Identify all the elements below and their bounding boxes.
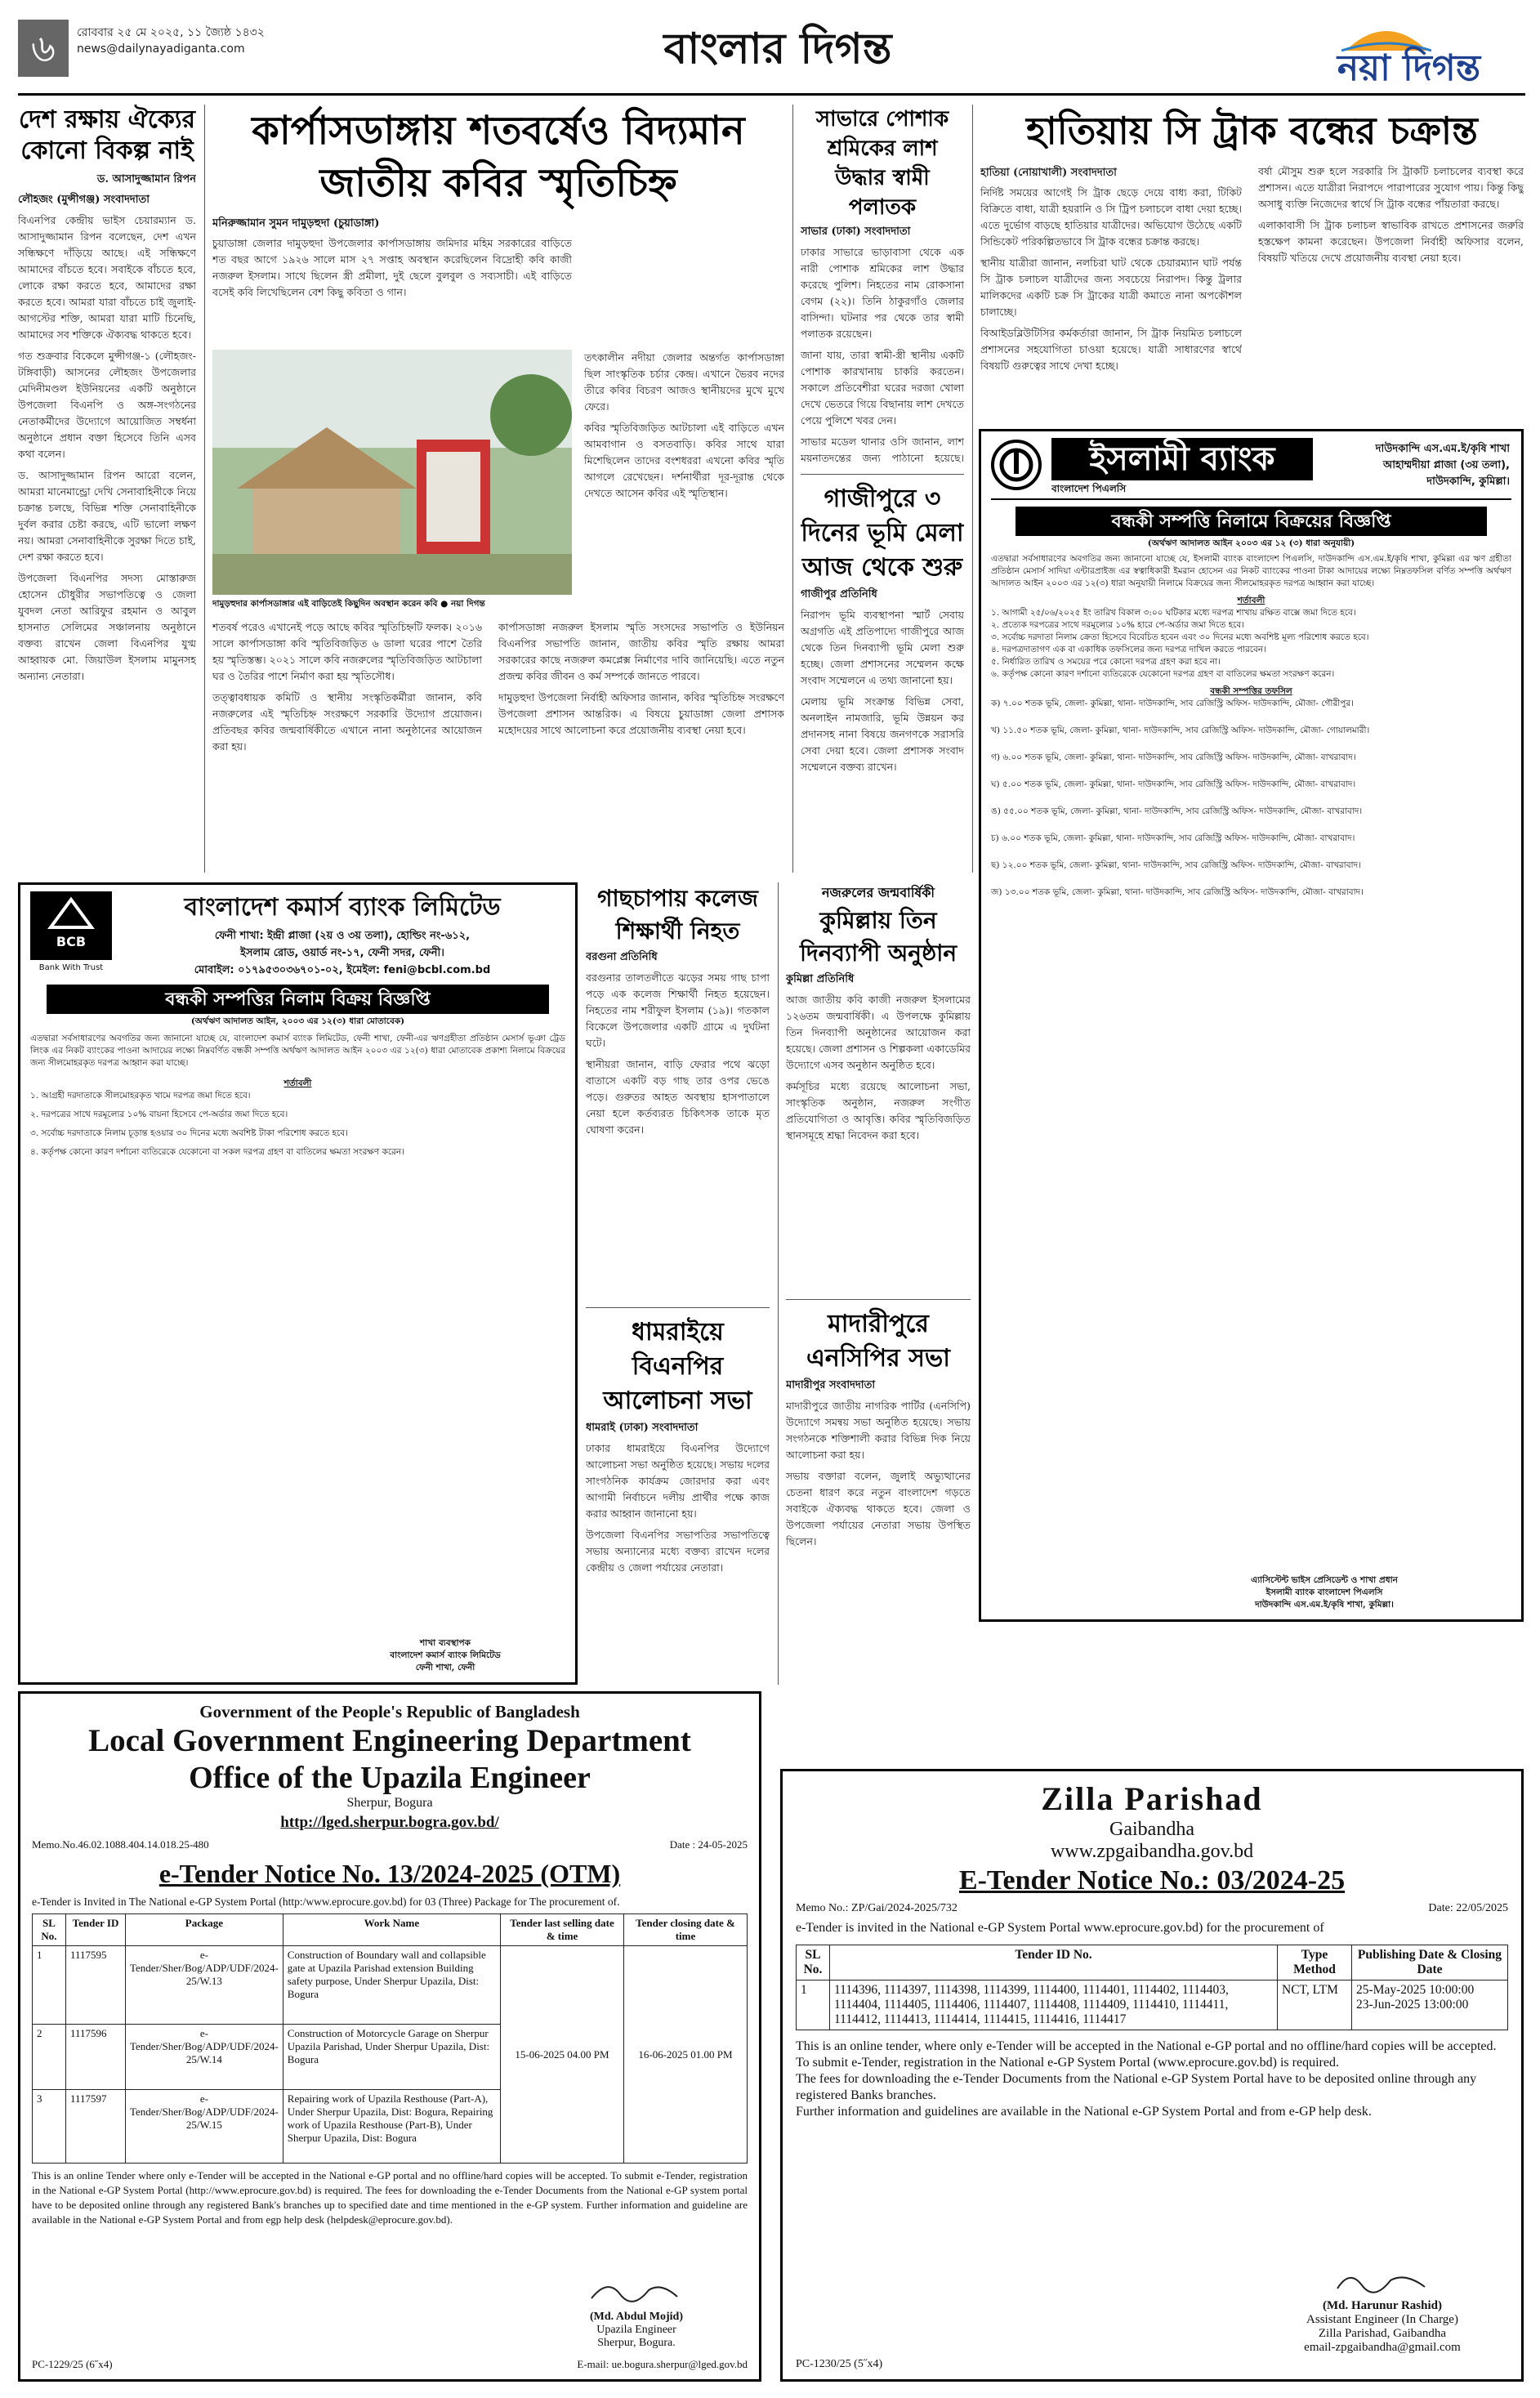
signature-block (1145, 1574, 1504, 1611)
dateline: গাজীপুর প্রতিনিধি (801, 588, 877, 601)
cell-package: e-Tender/Sher/Bog/ADP/UDF/2024-25/W.13 (126, 1946, 283, 2025)
cell-sl: 2 (33, 2025, 66, 2090)
schedule-item: জ) ১৩.০০ শতক ভূমি, জেলা- কুমিল্লা, থানা- দাউদকান্দি, সাব রেজিস্ট্রি অফিস- দাউদকান্দি, মৌজা- বাখরাবাদ। (991, 887, 1364, 897)
closing-date: 23-Jun-2025 13:00:00 (1356, 1998, 1469, 2012)
term: ১. আগামী ২৫/০৬/২০২৫ ইং তারিখ বিকাল ৩:০০ ঘটিকার মধ্যে দরপত্র শাখায় রক্ষিত বাক্সে জমা দিতে হবে। (991, 608, 1356, 618)
tender-footer: This is an online Tender where only e-Tender will be accepted in the National e-GP portal and no offline/hard copies will be accepted. To submit e-Tender, registration in the National e-GP System Portal (http://www.eprocure.gov.bd) is required. The fees for downloading the e-Tender Documents from the National e-GP system portal have to be deposited online through any registered Bank's branches up to specified date and time mentioned in the e-GP system. Further information and guideline are available in the National e-GP System Portal and from egp help desk (helpdesk@eprocure.gov.bd). (32, 2169, 748, 2226)
paragraph: নিরাপদ ভূমি ব্যবস্থাপনা স্মার্ট সেবায় অগ্রগতি এই প্রতিপাদ্যে গাজীপুরে আজ থেকে তিন দিনব্যাপী ভূমি মেলা শুরু হচ্ছে। জেলা প্রশাসনের সম্মেলন কক্ষে সংবাদ সম্মেলনে এ তথ্য জানানো হয়। (801, 609, 964, 686)
intro: e-Tender is Invited in The National e-GP System Portal (http:/www.eprocure.gov.bd) for 03 (Three) Package for The procurement of. (32, 1896, 620, 1908)
signature-block (538, 2274, 734, 2350)
column-header: SL No. (33, 1914, 66, 1946)
footer-line: Further information and guidelines are available in the National e-GP System Portal and from e-GP help desk. (796, 2105, 1372, 2119)
table-row (797, 1980, 1508, 2030)
cell-tender-ids: 1114396, 1114397, 1114398, 1114399, 1114400, 1114401, 1114402, 1114403, 1114404, 1114405, 1114406, 1114407, 1114408, 1114409, 1114410, 1114411, 1114412, 1114413, 1114414, 1114415, 1114416, 1114417 (830, 1980, 1278, 2030)
paragraph: এলাকাবাসী সি ট্রাক চলাচল স্বাভাবিক রাখতে প্রশাসনের জরুরি হস্তক্ষেপ কামনা করেছেন। উপজেলা নির্বাহী অফিসার বলেন, বিষয়টি খতিয়ে দেখে প্রয়োজনীয় ব্যবস্থা নেয়া হবে। (1258, 219, 1524, 264)
headline: ধামরাইয়ে বিএনপির আলোচনা সভা (603, 1318, 752, 1415)
sign-line: ইসলামী ব্যাংক বাংলাদেশ পিএলসি (1265, 1588, 1383, 1597)
story-hatiya (980, 105, 1524, 423)
section-title: বাংলার দিগন্ত (663, 24, 892, 74)
page-number: ৬ (31, 26, 56, 70)
dept-name: Local Government Engineering Department (88, 1723, 691, 1758)
schedule-item: খ) ১১.৫০ শতক ভূমি, জেলা- কুমিল্লা, থানা- দাউদকান্দি, সাব রেজিস্ট্রি অফিস- দাউদকান্দি, মৌজা- গোয়ালমারী। (991, 726, 1370, 735)
intro: e-Tender is invited in the National e-GP System Portal www.eprocure.gov.bd) for the procurement of (796, 1921, 1324, 1935)
column-header: Publishing Date & Closing Date (1352, 1945, 1508, 1980)
terms-list (991, 607, 1511, 681)
cell-sl: 1 (33, 1946, 66, 2025)
branch-line: দাউদকান্দি এস.এম.ই/কৃষি শাখা (1375, 443, 1510, 455)
paragraph: সভায় বক্তারা বলেন, জুলাই অভ্যুত্থানের চেতনা ধারণ করে নতুন বাংলাদেশ গড়তে সবাইকে ঐক্যবদ্ধ থাকতে হবে। জেলা ও উপজেলা পর্যায়ের নেতারা সভায় উপস্থিত ছিলেন। (786, 1470, 971, 1547)
signer-line: (Md. Abdul Mojid) (590, 2311, 683, 2323)
islami-logo (991, 440, 1042, 490)
term: ৪. দরপত্রদাতাগণ এক বা একাধিক তফসিলের জন্য দরপত্র দাখিল করতে পারবেন। (991, 645, 1266, 654)
tender-zilla-parishad (780, 1769, 1524, 2382)
term: ২. দরপত্রের সাথে দরমূল্যের ১০% বায়না হিসেবে পে-অর্ডার জমা দিতে হবে। (30, 1110, 288, 1119)
place: Sherpur, Bogura (346, 1796, 433, 1810)
term: ১. আগ্রহী দরদাতাকে সীলমোহরকৃত খামে দরপত্র জমা দিতে হবে। (30, 1091, 251, 1101)
story-body (786, 1398, 971, 1550)
memo-no: Memo No.: ZP/Gai/2024-2025/732 (796, 1902, 957, 1914)
column-header: Tender ID (66, 1914, 126, 1946)
term: ৪. কর্তৃপক্ষ কোনো কারণ দর্শানো ব্যতিরেকে যেকোনো বা সকল দরপত্র গ্রহণ বা বাতিলের ক্ষমতা সংরক্ষণ করেন। (30, 1147, 404, 1157)
paragraph: বরগুনার তালতলীতে ঝড়ের সময় গাছ চাপা পড়ে এক কলেজ শিক্ষার্থী নিহত হয়েছেন। নিহতের নাম শরীফুল ইসলাম (১৯)। গতকাল বিকেলে উপজেলার একটি গ্রামে এ দুর্ঘটনা ঘটে। (586, 971, 770, 1049)
bcb-short: BCB (56, 934, 87, 949)
tender-lged (18, 1691, 761, 2382)
headline: মাদারীপুরে এনসিপির সভা (806, 1310, 950, 1373)
notice-title: বন্ধকী সম্পত্তি নিলামে বিক্রয়ের বিজ্ঞপ্তি (1016, 507, 1487, 536)
headline: গাজীপুরে ৩ দিনের ভূমি মেলা আজ থেকে শুরু (801, 485, 964, 582)
column-header: Type Method (1278, 1945, 1352, 1980)
paragraph: বর্ষা মৌসুম শুরু হলে সরকারি সি ট্রাকটি চলাচলের ব্যবস্থা করে প্রশাসন। এতে যাত্রীরা নিরাপদে পারাপারের সুযোগ পায়। কিন্তু কিছু অসাধু ব্যক্তি নিজেদের স্বার্থে সি ট্রাক বন্ধের পাঁয়তারা করছে। (1258, 165, 1524, 210)
story-body-2 (212, 619, 482, 873)
signer-line: Assistant Engineer (In Charge) (1306, 2313, 1458, 2326)
table-row (33, 1946, 748, 2025)
story-body (801, 244, 964, 464)
paragraph: নির্দিষ্ট সময়ের আগেই সি ট্রাক ছেড়ে দেয়ে বাধ্য করা, টিকিট বিক্রিতে বাধা, যাত্রী হয়রানি ও সি ট্রিপ চলাচলে বাধা দেয়া হচ্ছে। এতে দুর্ভোগ বাড়ছে হাতিয়ার যাত্রীদের। অভিযোগ উঠেছে একটি সিন্ডিকেট পরিকল্পিতভাবে সি ট্রাক বন্ধের চক্রান্ত করছে। (980, 186, 1242, 248)
memo-no: Memo.No.46.02.1088.404.14.018.25-480 (32, 1838, 209, 1851)
ad-bcb (18, 882, 578, 1685)
tender-footer (796, 2039, 1508, 2120)
story-body-4 (584, 350, 784, 595)
schedule-item: ঙ) ৫৫.০০ শতক ভূমি, জেলা- কুমিল্লা, থানা- দাউদকান্দি, সাব রেজিস্ট্রি অফিস- দাউদকান্দি, মৌজা- বাখরাবাদ। (991, 806, 1363, 816)
story-body (18, 212, 196, 685)
paragraph: ঢাকার সাভারে ভাড়াবাসা থেকে এক নারী পোশাক শ্রমিকের লাশ উদ্ধার করেছে পুলিশ। নিহতের নাম রোকসানা বেগম (২২)। তিনি ঠাকুরগাঁও জেলার বাসিন্দা। ঘটনার পর থেকে তার স্বামী পলাতক রয়েছেন। (801, 246, 964, 340)
contact-email[interactable]: E-mail: ue.bogura.sherpur@lged.gov.bd (577, 2358, 748, 2370)
paragraph: চুয়াডাঙ্গা জেলার দামুড়হুদা উপজেলার কার্পাসডাঙ্গায় জমিদার মহিম সরকারের বাড়িতে শত বছর আগে ১৯২৬ সালে মাস ২৭ সপ্তাহ অবস্থান করেছিলেন বিদ্রোহী কবি কাজী নজরুল ইসলাম। সাথে ছিলেন স্ত্রী প্রমীলা, দুই ছেলে বুলবুল ও সব্যসাচী। এই বাড়িতে বসেই কবি লিখেছিলেন বেশ কিছু কবিতা ও গান। (212, 237, 572, 298)
notice-body: এতদ্বারা সর্বসাধারণের অবগতির জন্য জানানো যাচ্ছে যে, বাংলাদেশ কমার্স ব্যাংক লিমিটেড, ফেনী শাখা, ফেনী-এর ঋণগ্রহীতা প্রতিষ্ঠান মেসার্স ভূঞা ট্রেড লিংক এর নিকট ব্যাংকের পাওনা আদায়ের লক্ষ্যে নিম্নবর্ণিত বন্ধকী সম্পত্তি অর্থঋণ আদালত আইন ২০০৩ এর ১২(৩) ধারা মোতাবেক প্রকাশ্য নিলামে বিক্রয়ের জন্য সীলমোহরকৃত দরপত্র আহ্বান করা যাচ্ছে। (30, 1034, 565, 1068)
page-number-box (18, 20, 69, 77)
story-body (212, 235, 572, 348)
paragraph: কর্মসূচির মধ্যে রয়েছে আলোচনা সভা, সাংস্কৃতিক অনুষ্ঠান, নজরুল সংগীত প্রতিযোগিতা ও আবৃত্তি। কবির স্মৃতিবিজড়িত স্থানসমূহে শ্রদ্ধা নিবেদন করা হবে। (786, 1080, 971, 1141)
logo-text: নয়া দিগন্ত (1337, 47, 1481, 85)
dateline: ধামরাই (ঢাকা) সংবাদদাতা (586, 1422, 699, 1434)
branch-line: ফেনী শাখা: ইন্দ্রী প্লাজা (২য় ও ৩য় তলা), হোল্ডিং নং-৬১২, (214, 930, 471, 942)
branch-address (122, 927, 563, 979)
paragraph: উপজেলা বিএনপির সভাপতির সভাপতিত্বে সভায় অন্যান্যের মধ্যে বক্তব্য রাখেন দলের কেন্দ্রীয় ও জেলা পর্যায়ের নেতারা। (586, 1529, 770, 1574)
paragraph: দামুড়হুদা উপজেলা নির্বাহী অফিসার জানান, কবির স্মৃতিচিহ্ন সংরক্ষণে উপজেলা প্রশাসন আন্তরিক। এ বিষয়ে চুয়াডাঙ্গা জেলা প্রশাসক মহোদয়ের সাথে আলোচনা করে প্রয়োজনীয় ব্যবস্থা নেয়া হবে। (498, 691, 784, 736)
paragraph: কবির স্মৃতিবিজড়িত আটচালা এই বাড়িতে এখন আমবাগান ও বসতবাড়ি। কবির সাথে যারা মিশেছিলেন তাদের বংশধররা এখনো কবির স্মৃতি আগলে রেখেছেন। দর্শনার্থীরা দূর-দূরান্ত থেকে দেখতে আসেন কবির এই স্মৃতিস্থান। (584, 422, 784, 499)
story-dhamrai (586, 1315, 770, 1685)
story-body (801, 607, 964, 775)
site-email[interactable]: news@dailynayadiganta.com (77, 42, 245, 56)
column-header: SL No. (797, 1945, 830, 1980)
cell-tender-id: 1117597 (66, 2090, 126, 2164)
dateline: কুমিল্লা প্রতিনিধি (786, 973, 855, 985)
notice-title: e-Tender Notice No. 13/2024-2025 (OTM) (158, 1859, 621, 1888)
cell-selling-date: 15-06-2025 04.00 PM (501, 1946, 624, 2164)
nazrul-memorial-photo-icon (212, 350, 572, 595)
story-savar (801, 105, 964, 464)
signature-block (331, 1637, 560, 1674)
publishing-date: 25-May-2025 10:00:00 (1356, 1983, 1475, 1997)
office-name: Office of the Upazila Engineer (189, 1761, 591, 1795)
cell-sl: 3 (33, 2090, 66, 2164)
story-gazipur (801, 482, 964, 873)
story-body (586, 1440, 770, 1576)
byline: মনিরুজ্জামান সুমন দামুড়হুদা (চুয়াডাঙ্গা) (212, 217, 380, 230)
schedule-item: ক) ৭.০০ শতক ভূমি, জেলা- কুমিল্লা, থানা- দাউদকান্দি, সাব রেজিস্ট্রি অফিস- দাউদকান্দি, মৌজা- গৌরীপুর। (991, 699, 1354, 708)
cell-package: e-Tender/Sher/Bog/ADP/UDF/2024-25/W.14 (126, 2025, 283, 2090)
terms-heading: শর্তাবলী (1237, 596, 1265, 605)
memo-date: Date : 24-05-2025 (669, 1838, 748, 1851)
bank-emblem-icon (994, 443, 1038, 487)
story-madaripur (786, 1307, 971, 1685)
schedule-item: ঘ) ৫.০০ শতক ভূমি, জেলা- কুমিল্লা, থানা- দাউদকান্দি, সাব রেজিস্ট্রি অফিস- দাউদকান্দি, মৌজা- বাখরাবাদ। (991, 779, 1356, 789)
column-header: Work Name (283, 1914, 500, 1946)
zilla-url[interactable]: www.zpgaibandha.gov.bd (1050, 1841, 1254, 1862)
paragraph: গত শুক্রবার বিকেলে মুন্সীগঞ্জ-১ (লৌহজং-টঙ্গিবাড়ী) আসনের লৌহজং উপজেলার মেদিনীমণ্ডল ইউনিয়নের একটি অনুষ্ঠানে উপজেলা বিএনপি ও অঙ্গ-সংগঠনের নেতাকর্মীদের উদ্যোগে আয়োজিত সম্বর্ধনা অনুষ্ঠানে প্রধান বক্তা হিসেবে তিনি এসব কথা বলেন। (18, 350, 196, 460)
term: ৫. নির্ধারিত তারিখ ও সময়ের পরে কোনো দরপত্র গ্রহণ করা হবে না। (991, 657, 1221, 667)
story-defense (18, 105, 196, 873)
bcb-tag: Bank With Trust (38, 963, 104, 972)
headline: কার্পাসডাঙ্গায় শতবর্ষেও বিদ্যমান জাতীয় কবির স্মৃতিচিহ্ন (252, 108, 745, 206)
cell-sl: 1 (797, 1980, 830, 2030)
paragraph: ঢাকার ধামরাইয়ে বিএনপির উদ্যোগে আলোচনা সভা অনুষ্ঠিত হয়েছে। সভায় দলের সাংগঠনিক কার্যক্রম জোরদার করা এবং আগামী নির্বাচনে দলীয় প্রার্থীর পক্ষে কাজ করার আহ্বান জানানো হয়। (586, 1442, 770, 1520)
pc-number: PC-1230/25 (5˝x4) (796, 2358, 883, 2370)
paragraph: বিএনপির কেন্দ্রীয় ভাইস চেয়ারম্যান ড. আসাদুজ্জামান রিপন বলেছেন, দেশ এখন সন্ধিক্ষণে দাঁড়িয়ে আছে। এই সন্ধিক্ষণে আমাদের বাঁচতে হবে। সবাইকে বাঁচতে হবে, লোকে রক্ষা করতে হবে, আমাদের রক্ষা করতে হবে। আমরা যারা বাঁচতে চাই জুলাই-আগস্টের শক্তি, আমরা যারা মাটি চিনেছি, আমাদের সব শক্তিকে ঐক্যবদ্ধ থাকতে হবে। (18, 214, 196, 341)
bcb-emblem-icon (47, 896, 96, 931)
signature-icon (587, 2274, 685, 2306)
signature-icon (1333, 2266, 1431, 2295)
sign-line: দাউদকান্দি এস.এম.ই/কৃষি শাখা, কুমিল্লা। (1255, 1600, 1394, 1610)
footer-line: To submit e-Tender, registration in the National e-GP System Portal (www.eprocure.gov.bd) is required. (796, 2056, 1339, 2070)
dateline: হাতিয়া (নোয়াখালী) সংবাদদাতা (980, 167, 1117, 179)
story-photo (212, 350, 572, 595)
paragraph: সাভার মডেল থানার ওসি জানান, লাশ ময়নাতদন্তের জন্য পাঠানো হয়েছে। (801, 435, 964, 464)
dateline: বরগুনা প্রতিনিধি (586, 951, 658, 963)
bank-name: ইসলামী ব্যাংক (1051, 438, 1313, 480)
table-header (797, 1945, 1508, 1980)
photo-caption: দামুড়হুদার কার্পাসডাঙ্গার এই বাড়িতেই কিছুদিন অবস্থান করেন কবি ● নয়া দিগন্ত (212, 599, 485, 609)
paragraph: তত্ত্বাবধায়ক কমিটি ও স্থানীয় সংস্কৃতিকর্মীরা জানান, কবি নজরুলের এই স্মৃতিচিহ্ন সংরক্ষণে সরকারি উদ্যোগ প্রয়োজন। প্রতিবছর কবির জন্মবার্ষিকীতে এখানে নানা অনুষ্ঠানের আয়োজন করা হয়। (212, 691, 482, 752)
masthead (18, 15, 1525, 96)
brand-logo (1292, 20, 1525, 85)
table-header (33, 1914, 748, 1946)
gov-line: Government of the People's Republic of Bangladesh (199, 1702, 580, 1721)
headline: কুমিল্লায় তিন দিনব্যাপী অনুষ্ঠান (799, 907, 957, 967)
schedule-item: গ) ৬.০০ শতক ভূমি, জেলা- কুমিল্লা, থানা- দাউদকান্দি, সাব রেজিস্ট্রি অফিস- দাউদকান্দি, মৌজা- বাখরাবাদ। (991, 752, 1356, 762)
cell-work-name: Construction of Motorcycle Garage on Sherpur Upazila Parishad, Under Sherpur Upazila, Dist: Bogura (283, 2025, 500, 2090)
signature-block (1260, 2266, 1505, 2355)
bcb-logo (30, 891, 112, 960)
pc-number: PC-1229/25 (6˝x4) (32, 2358, 113, 2370)
term: ২. প্রত্যেক দরপত্রের সাথে দরমূল্যের ১০% হারে পে-অর্ডার জমা দিতে হবে। (991, 620, 1244, 630)
signer-line: Sherpur, Bogura. (597, 2337, 676, 2349)
story-body (786, 992, 971, 1144)
paragraph: তৎকালীন নদীয়া জেলার অন্তর্গত কার্পাসডাঙ্গা ছিল সাংস্কৃতিক চর্চার কেন্দ্র। এখানে ভৈরব নদের তীরে কবির বিচরণ আজও স্থানীয়দের মুখে মুখে ফেরে। (584, 351, 784, 413)
office-url[interactable]: http://lged.sherpur.bogra.gov.bd/ (280, 1814, 499, 1831)
cell-package: e-Tender/Sher/Bog/ADP/UDF/2024-25/W.15 (126, 2090, 283, 2164)
signer-line: (Md. Harunur Rashid) (1322, 2299, 1442, 2312)
sign-line: ফেনী শাখা, ফেনী (415, 1663, 475, 1672)
story-nazrul (212, 105, 784, 873)
headline: গাছচাপায় কলেজ শিক্ষার্থী নিহত (597, 885, 758, 944)
act-line: (অর্থঋণ আদালত আইন, ২০০৩ এর ১২(৩) ধারা মোতাবেক) (190, 1016, 405, 1026)
branch-line: দাউদকান্দি, কুমিল্লা। (1426, 476, 1510, 488)
cell-dates (1352, 1980, 1508, 2030)
cell-method: NCT, LTM (1278, 1980, 1352, 2030)
sign-line: এ্যাসিস্টেন্ট ভাইস প্রেসিডেন্ট ও শাখা প্রধান (1251, 1575, 1398, 1585)
cell-closing-date: 16-06-2025 01.00 PM (624, 1946, 748, 2164)
paragraph: বিআইডব্লিউটিসির কর্মকর্তারা জানান, সি ট্রাক নিয়মিত চলাচলে প্রশাসনের সহযোগিতা চাওয়া হয়েছে। যাত্রী সাধারণের স্বার্থে বিষয়টি গুরুত্বের সাথে দেখা হচ্ছে। (980, 327, 1242, 372)
story-body-2 (1258, 163, 1524, 423)
story-body (586, 970, 770, 1138)
bank-sub: বাংলাদেশ পিএলসি (1051, 483, 1127, 494)
paragraph: ড. আসাদুজ্জামান রিপন আরো বলেন, আমরা মানেমান্ড্রো দেখি সেনাবাহিনীকে নিয়ে চক্রান্ত চলছে, বিভিন্ন শক্তি সেনাবাহিনীকে দুর্বল করার চেষ্টা করছে, এটি ভালো লক্ষণ নয়। আমরা সেনাবাহিনীকে সুরক্ষা দিতে চাই, দেশ রক্ষা করতে হবে। (18, 469, 196, 563)
kicker: নজরুলের জন্মবার্ষিকী (821, 885, 935, 900)
footer-line: The fees for downloading the e-Tender Documents from the National e-GP System Portal have to be deposited online through any registered Banks branches. (796, 2072, 1477, 2102)
term: ৩. সর্বোচ্চ দরদাতা নিলাম ক্রেতা হিসেবে বিবেচিত হবেন এবং ৩০ দিনের মধ্যে অবশিষ্ট মূল্য পরিশোধ করতে হবে। (991, 632, 1369, 642)
headline: দেশ রক্ষায় ঐক্যের কোনো বিকল্প নাই (18, 105, 196, 165)
branch-address (1326, 441, 1510, 490)
schedule-item: ছ) ১২.০০ শতক ভূমি, জেলা- কুমিল্লা, থানা- দাউদকান্দি, সাব রেজিস্ট্রি অফিস- দাউদকান্দি, মৌজা- বাখরাবাদ। (991, 860, 1361, 870)
cell-tender-id: 1117595 (66, 1946, 126, 2025)
sign-line: শাখা ব্যবস্থাপক (419, 1638, 471, 1648)
schedule-heading: বন্ধকী সম্পত্তির তফসিল (1210, 686, 1292, 696)
headline: সাভারে পোশাক শ্রমিকের লাশ উদ্ধার স্বামী পলাতক (815, 107, 949, 220)
sign-line: বাংলাদেশ কমার্স ব্যাংক লিমিটেড (390, 1650, 501, 1660)
author: ড. আসাদুজ্জামান রিপন (96, 173, 196, 185)
dateline: লৌহজং (মুন্সীগঞ্জ) সংবাদদাতা (18, 194, 150, 206)
dateline: মাদারীপুর সংবাদদাতা (786, 1379, 876, 1391)
paragraph: আজ জাতীয় কবি কাজী নজরুল ইসলামের ১২৬তম জন্মবার্ষিকী। এ উপলক্ষে কুমিল্লায় তিন দিনব্যাপী অনুষ্ঠানের আয়োজন করা হয়েছে। জেলা প্রশাসন ও শিল্পকলা একাডেমির উদ্যোগে এসব অনুষ্ঠান অনুষ্ঠিত হবে। (786, 994, 971, 1071)
paragraph: জানা যায়, তারা স্বামী-স্ত্রী স্থানীয় একটি পোশাক কারখানায় চাকরি করতেন। সকালে প্রতিবেশীরা ঘরের দরজা খোলা দেখে ভেতরে গিয়ে বিছানায় লাশ দেখতে পেয়ে পুলিশে খবর দেন। (801, 349, 964, 426)
paragraph: উপজেলা বিএনপির সদস্য মোস্তারুজ হোসেন চৌধুরীর সভাপতিত্বে ও জেলা যুবদল নেতা আরিফুর রহমান ও আবুল হাসনাত সেলিমের সঞ্চালনায় অনুষ্ঠানে বক্তব্য রাখেন জেলা বিএনপির যুগ্ম আহ্বায়ক মো. জিয়াউল ইসলাম মামুনসহ অন্যান্য নেতারা। (18, 572, 196, 682)
paragraph: মাদারীপুরে জাতীয় নাগরিক পার্টির (এনসিপি) উদ্যোগে সমন্বয় সভা অনুষ্ঠিত হয়েছে। সভায় সংগঠনকে শক্তিশালী করার বিভিন্ন দিক নিয়ে আলোচনা করা হয়। (786, 1400, 971, 1461)
paragraph: শতবর্ষ পরেও এখানেই পড়ে আছে কবির স্মৃতিচিহ্নটি ফলক। ২০১৬ সালে কার্পাসডাঙ্গা কবি স্মৃতিবিজড়িত ৬ ডালা ঘরের পাশে তৈরি হয় স্মৃতিস্তম্ভ। ২০২১ সালে কবি নজরুলের স্মৃতিবিজড়িত আটচালা ঘর ও তৈরির পাশে নির্মাণ করা হয় স্মৃতিসৌধ। (212, 621, 482, 682)
act-line: (অর্থঋণ আদালত আইন ২০০৩ এর ১২ (৩) ধারা অনুযায়ী) (1147, 538, 1355, 548)
date-line: রোববার ২৫ মে ২০২৫, ১১ জ্যৈষ্ঠ ১৪৩২ (77, 26, 265, 39)
term: ৩. সর্বোচ্চ দরদাতাকে নিলাম চূড়ান্ত হওয়ার ৩০ দিনের মধ্যে অবশিষ্ট টাকা পরিশোধ করতে হবে। (30, 1128, 348, 1138)
notice-body: এতদ্বারা সর্বসাধারণের অবগতির জন্য জানানো যাচ্ছে যে, ইসলামী ব্যাংক বাংলাদেশ পিএলসি, দাউদকান্দি এস.এম.ই/কৃষি শাখা, কুমিল্লা এর ঋণ গ্রহীতা প্রতিষ্ঠান মেসার্স সাদিয়া এন্টারপ্রাইজ এর স্বত্বাধিকারী ইমরান হোসেন এর নিকট ব্যাংকের পাওনা টাকা আদায়ের লক্ষ্যে নিম্নতফসিল বর্ণিত সম্পত্তি অর্থঋণ আদালত আইন ২০০৩ এর ১২(৩) ধারা অনুযায়ী নিলামে বিক্রয়ের জন্য সীলমোহরকৃত দরপত্র আহ্বান করা যাচ্ছে। (991, 554, 1511, 588)
terms-heading: শর্তাবলী (283, 1078, 312, 1088)
ad-islami-bank (979, 429, 1524, 1622)
tender-table (796, 1945, 1508, 2030)
notice-title: বন্ধকী সম্পত্তির নিলাম বিক্রয় বিজ্ঞপ্তি (47, 985, 549, 1014)
story-body-3 (498, 619, 784, 873)
schedule-item: চ) ৬.০০ শতক ভূমি, জেলা- কুমিল্লা, থানা- দাউদকান্দি, সাব রেজিস্ট্রি অফিস- দাউদকান্দি, মৌজা- বাখরাবাদ। (991, 833, 1355, 843)
cell-work-name: Repairing work of Upazila Resthouse (Part-A), Under Sherpur Upazila, Dist: Bogura, Repairing work of Upazila Resthouse (Part-B), Under Sherpur Upazila, Dist: Bogura (283, 2090, 500, 2164)
signer-line: Upazila Engineer (596, 2324, 676, 2336)
branch-line: আহাম্মদীয়া প্লাজা (৩য় তলা), (1382, 459, 1510, 471)
bank-name: বাংলাদেশ কমার্স ব্যাংক লিমিটেড (184, 893, 501, 922)
headline: হাতিয়ায় সি ট্রাক বন্ধের চক্রান্ত (1026, 109, 1478, 153)
paragraph: কার্পাসডাঙ্গা নজরুল ইসলাম স্মৃতি সংসদের সভাপতি ও ইউনিয়ন বিএনপির সভাপতি জানান, জাতীয় কবির স্মৃতি রক্ষায় আমরা সরকারের কাছে নজরুল কমপ্লেক্স নির্মাণের দাবি জানিয়েছি। এতে নতুন প্রজন্ম কবির জীবন ও কর্ম সম্পর্কে জানতে পারবে। (498, 621, 784, 682)
schedule-list (991, 698, 1511, 899)
title-zilla: Zilla Parishad (1041, 1780, 1263, 1817)
signer-line: Zilla Parishad, Gaibandha (1318, 2327, 1447, 2340)
branch-line: মোবাইল: ০১৭৯৫৩০৩৬৭০১-০২, ইমেইল: feni@bcbl.com.bd (194, 964, 491, 976)
signer-line[interactable]: email-zpgaibandha@gmail.com (1304, 2341, 1461, 2354)
title-district: Gaibandha (1109, 1819, 1194, 1840)
column-header: Package (126, 1914, 283, 1946)
notice-title: E-Tender Notice No.: 03/2024-25 (958, 1865, 1346, 1896)
column-header: Tender last selling date & time (501, 1914, 624, 1946)
story-gachhapara (586, 882, 770, 1299)
term: ৬. কর্তৃপক্ষ কোনো কারণ দর্শানো ব্যতিরেকে যেকোনো দরপত্র গ্রহণ বা বাতিলের ক্ষমতা সংরক্ষণ করেন। (991, 669, 1335, 679)
story-comilla (786, 882, 971, 1291)
story-body (980, 163, 1242, 423)
column-header: Tender closing date & time (624, 1914, 748, 1946)
dateline: সাভার (ঢাকা) সংবাদদাতা (801, 226, 911, 238)
paragraph: স্থানীয়রা জানান, বাড়ি ফেরার পথে ঝড়ো বাতাসে একটি বড় গাছ তার ওপর ভেঙে পড়ে। গুরুতর আহত অবস্থায় হাসপাতালে নেয়া হলে কর্তব্যরত চিকিৎসক তাকে মৃত ঘোষণা করেন। (586, 1058, 770, 1136)
tender-table (32, 1913, 748, 2164)
memo-date: Date: 22/05/2025 (1428, 1902, 1508, 1914)
branch-line: ইসলাম রোড, ওয়ার্ড নং-১৭, ফেনী সদর, ফেনী। (240, 947, 444, 959)
footer-line: This is an online tender, where only e-Tender will be accepted in the National e-GP portal and no offline/hard copies will be accepted. (796, 2039, 1497, 2053)
cell-tender-id: 1117596 (66, 2025, 126, 2090)
cell-work-name: Construction of Boundary wall and collapsible gate at Upazila Parishad extension Building safety purpose, Under Sherpur Upazila, Dist: Bogura (283, 1946, 500, 2025)
terms-list (30, 1090, 565, 1159)
paragraph: মেলায় ভূমি সংক্রান্ত বিভিন্ন সেবা, অনলাইন নামজারি, ভূমি উন্নয়ন কর প্রদানসহ নানা বিষয়ে জনগণকে সরাসরি সেবা দেয়া হবে। জেলা প্রশাসক সংবাদ সম্মেলনে বক্তব্য রাখেন। (801, 695, 964, 773)
column-header: Tender ID No. (830, 1945, 1278, 1980)
paragraph: স্থানীয় যাত্রীরা জানান, নলচিরা ঘাট থেকে চেয়ারম্যান ঘাট পর্যন্ত সি ট্রাক চলাচল যাত্রীদের জন্য সবচেয়ে নিরাপদ। কিন্তু ট্রলার মালিকদের একটি চক্র সি ট্রাকের যাত্রী কমাতে নানা অপকৌশল চালাচ্ছে। (980, 257, 1242, 318)
